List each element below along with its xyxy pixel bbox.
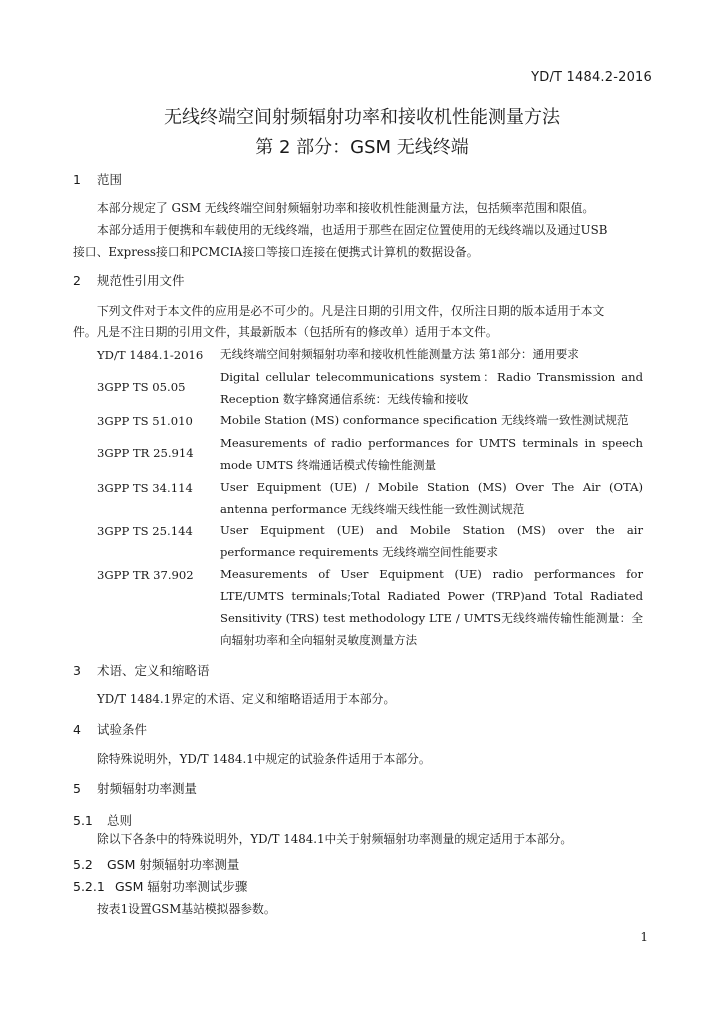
section-title: GSM 辐射功率测试步骤 — [115, 879, 248, 894]
sec5-2-1-paragraph: 按表1设置GSM基站模拟器参数。 — [97, 902, 276, 916]
ref-title: Digital cellular telecommunications system：Radio Transmission and Reception 数字蜂窝通信系统：无线传输和接收 — [220, 370, 643, 406]
ref-code: 3GPP TS 05.05 — [97, 380, 186, 394]
ref-title: Measurements of radio performances for UMTS terminals in speech mode UMTS 终端通话模式传输性能测量 — [220, 436, 643, 472]
ref-title: 无线终端空间射频辐射功率和接收机性能测量方法 第1部分：通用要求 — [220, 347, 579, 361]
ref-code: 3GPP TR 37.902 — [97, 568, 194, 582]
ref-code: 3GPP TR 25.914 — [97, 446, 194, 460]
sec3-paragraph: YD/T 1484.1界定的术语、定义和缩略语适用于本部分。 — [97, 692, 396, 706]
section-5-heading — [73, 779, 197, 797]
ref-title: User Equipment (UE) and Mobile Station (MS) over the air performance requirements 无线终端空间性能要求 — [220, 523, 643, 559]
section-4-heading — [73, 720, 147, 738]
section-title: GSM 射频辐射功率测量 — [107, 857, 240, 872]
section-title: 试验条件 — [97, 722, 148, 737]
sec1-paragraph-1: 本部分规定了 GSM 无线终端空间射频辐射功率和接收机性能测量方法，包括频率范围和限值。 — [97, 201, 595, 215]
ref-code: 3GPP TS 34.114 — [97, 481, 193, 495]
section-5-2-heading — [73, 855, 239, 873]
section-number: 5.1 — [73, 813, 93, 828]
section-title: 范围 — [97, 172, 123, 187]
ref-title: Measurements of User Equipment (UE) radio performances for LTE/UMTS terminals;Total Radiated Power (TRP)and Total Radiated Sensitivity (TRS) test methodology LTE / UMTS无线终端传输性能测量：全向辐射功率和全向辐射灵敏度测量方法 — [220, 567, 643, 647]
section-1-heading — [73, 170, 122, 188]
section-title: 总则 — [107, 813, 133, 828]
sec2-intro-a: 下列文件对于本文件的应用是必不可少的。凡是注日期的引用文件，仅所注日期的版本适用于本文 — [97, 304, 605, 318]
ref-code: 3GPP TS 51.010 — [97, 414, 193, 428]
document-subtitle: 第 2 部分：GSM 无线终端 — [255, 137, 469, 158]
page-number: 1 — [640, 930, 648, 944]
ref-title: User Equipment (UE) / Mobile Station (MS) Over The Air (OTA) antenna performance 无线终端天线性能一致性测试规范 — [220, 480, 643, 516]
section-title: 术语、定义和缩略语 — [97, 663, 210, 678]
section-number: 4 — [73, 722, 81, 737]
sec5-1-paragraph: 除以下各条中的特殊说明外，YD/T 1484.1中关于射频辐射功率测量的规定适用于本部分。 — [97, 832, 573, 846]
section-title: 射频辐射功率测量 — [97, 781, 198, 796]
ref-code: YD/T 1484.1-2016 — [97, 348, 204, 362]
sec1-paragraph-2a: 本部分适用于便携和车载使用的无线终端，也适用于那些在固定位置使用的无线终端以及通过USB — [97, 223, 608, 237]
sec4-paragraph: 除特殊说明外，YD/T 1484.1中规定的试验条件适用于本部分。 — [97, 752, 431, 766]
section-number: 5.2 — [73, 857, 93, 872]
section-number: 3 — [73, 663, 81, 678]
section-title: 规范性引用文件 — [97, 273, 185, 288]
ref-title: Mobile Station (MS) conformance specification 无线终端一致性测试规范 — [220, 413, 629, 427]
sec1-paragraph-2b: 接口、Express接口和PCMCIA接口等接口连接在便携式计算机的数据设备。 — [73, 245, 479, 259]
sec2-intro-b: 件。凡是不注日期的引用文件，其最新版本（包括所有的修改单）适用于本文件。 — [73, 325, 498, 339]
section-number: 5 — [73, 781, 81, 796]
section-number: 2 — [73, 273, 81, 288]
section-number: 1 — [73, 172, 81, 187]
section-5-1-heading — [73, 811, 132, 829]
standard-code: YD/T 1484.2-2016 — [531, 70, 652, 85]
section-number: 5.2.1 — [73, 879, 105, 894]
document-title: 无线终端空间射频辐射功率和接收机性能测量方法 — [164, 107, 560, 128]
section-5-2-1-heading — [73, 877, 247, 895]
section-2-heading — [73, 271, 185, 289]
section-3-heading — [73, 661, 210, 679]
ref-code: 3GPP TS 25.144 — [97, 524, 193, 538]
